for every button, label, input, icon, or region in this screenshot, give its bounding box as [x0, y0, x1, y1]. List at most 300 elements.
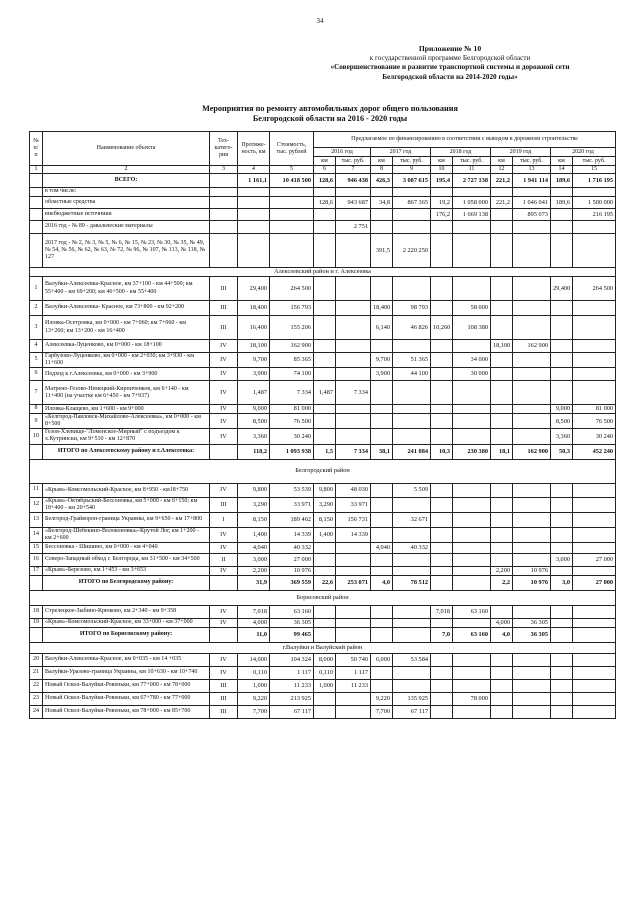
value-cell [551, 497, 573, 512]
value-cell: 1 117 [336, 666, 371, 679]
value-cell: 22,6 [314, 575, 336, 590]
value-cell [431, 575, 453, 590]
value-cell: 156 793 [270, 301, 314, 316]
value-cell: 216 195 [573, 209, 616, 221]
value-cell: 943 687 [336, 197, 371, 209]
value-cell: 40 332 [393, 542, 431, 553]
value-cell: 18,400 [238, 301, 270, 316]
value-cell: 98 793 [393, 301, 431, 316]
value-cell: 176,2 [431, 209, 453, 221]
value-cell [270, 209, 314, 221]
value-cell [371, 605, 393, 618]
section-row [30, 642, 616, 653]
column-number: 5 [270, 166, 314, 174]
value-cell [431, 553, 453, 566]
table-row [30, 340, 616, 353]
row-number [30, 575, 43, 590]
value-cell [314, 405, 336, 414]
value-cell: 11,0 [238, 627, 270, 642]
category: III [210, 301, 238, 316]
value-cell: 67 117 [270, 705, 314, 718]
value-cell: 4,040 [238, 542, 270, 553]
category: IV [210, 483, 238, 497]
value-cell [393, 666, 431, 679]
value-cell: 3,900 [238, 368, 270, 381]
category: IV [210, 605, 238, 618]
value-cell [513, 679, 551, 692]
category: III [210, 692, 238, 705]
row-number: 18 [30, 605, 43, 618]
value-cell [491, 483, 513, 497]
object-name: Стрелецкое-Зыбино-Крюково, км 2+340 - км 9+358 [43, 605, 210, 618]
value-cell [491, 692, 513, 705]
value-cell [491, 666, 513, 679]
value-cell: 128,6 [314, 197, 336, 209]
repair-table [29, 131, 616, 719]
plain-row [30, 188, 616, 197]
header-year-2018: 2018 год [431, 148, 491, 157]
header-year-2020: 2020 год [551, 148, 616, 157]
category: IV [210, 340, 238, 353]
object-name: ИТОГО по Белгородскому району: [43, 575, 210, 590]
value-cell [551, 653, 573, 666]
value-cell [314, 221, 336, 234]
value-cell [431, 429, 453, 444]
value-cell [336, 405, 371, 414]
value-cell [393, 566, 431, 575]
value-cell [393, 414, 431, 429]
value-cell: 78 000 [453, 692, 491, 705]
value-cell [491, 277, 513, 301]
value-cell [431, 653, 453, 666]
value-cell: 33 971 [270, 497, 314, 512]
value-cell [393, 405, 431, 414]
value-cell [573, 618, 616, 627]
value-cell [238, 197, 270, 209]
column-number: 13 [513, 166, 551, 174]
value-cell: 7,0 [431, 627, 453, 642]
value-cell [573, 497, 616, 512]
value-cell [314, 209, 336, 221]
row-number: 14 [30, 527, 43, 542]
value-cell [491, 605, 513, 618]
value-cell: 18,400 [371, 301, 393, 316]
value-cell [513, 692, 551, 705]
value-cell: 128,6 [314, 174, 336, 188]
category [210, 627, 238, 642]
value-cell [336, 301, 371, 316]
value-cell [431, 483, 453, 497]
value-cell: 391,5 [371, 234, 393, 268]
page-number: 34 [316, 17, 324, 25]
value-cell: 10 976 [513, 566, 551, 575]
value-cell [393, 209, 431, 221]
value-cell: 221,2 [491, 174, 513, 188]
object-name: Иловка-Осетровка, км 0+000 - км 7+060; км 7+060 - км 13+260; км 13+200 - км 16+400 [43, 316, 210, 340]
value-cell [491, 429, 513, 444]
value-cell: 189 402 [270, 512, 314, 527]
value-cell: 264 500 [573, 277, 616, 301]
value-cell: 74 100 [270, 368, 314, 381]
value-cell [314, 566, 336, 575]
value-cell [314, 618, 336, 627]
category [210, 188, 238, 197]
value-cell [336, 429, 371, 444]
value-cell [551, 188, 573, 197]
category: IV [210, 542, 238, 553]
value-cell [336, 414, 371, 429]
category: IV [210, 429, 238, 444]
value-cell [453, 188, 491, 197]
table-row [30, 316, 616, 340]
value-cell [491, 301, 513, 316]
table-row [30, 368, 616, 381]
appendix-line-2: «Совершенствование и развитие транспортной системы и дорожной сети [330, 63, 570, 71]
value-cell: 1 161,1 [238, 174, 270, 188]
value-cell: 1,400 [238, 527, 270, 542]
value-cell: 11 233 [270, 679, 314, 692]
table-header [30, 132, 616, 174]
header-year-2019: 2019 год [491, 148, 551, 157]
row-number: 8 [30, 405, 43, 414]
document-title-line-2: Белгородской области на 2016 - 2020 годы [252, 114, 408, 123]
value-cell [453, 542, 491, 553]
value-cell [491, 527, 513, 542]
header-km: км [314, 157, 336, 166]
value-cell: 36 305 [513, 627, 551, 642]
value-cell [491, 368, 513, 381]
row-number: 17 [30, 566, 43, 575]
header-no: № п/п [30, 132, 43, 166]
object-name: Иловка-Клащево, км 1+600 - км 9+000 [43, 405, 210, 414]
value-cell [314, 368, 336, 381]
value-cell [314, 627, 336, 642]
value-cell [336, 618, 371, 627]
object-name: ВСЕГО: [43, 174, 210, 188]
section-title: Белгородский район [30, 459, 616, 483]
value-cell [371, 666, 393, 679]
value-cell: 30 240 [270, 429, 314, 444]
value-cell [573, 527, 616, 542]
value-cell [431, 353, 453, 368]
row-number: 11 [30, 483, 43, 497]
value-cell: 241 084 [393, 444, 431, 459]
value-cell [513, 277, 551, 301]
value-cell: 4,000 [238, 618, 270, 627]
value-cell [393, 381, 431, 405]
value-cell [513, 221, 551, 234]
table-row [30, 618, 616, 627]
category: IV [210, 368, 238, 381]
value-cell: 135 925 [393, 692, 431, 705]
value-cell: 53 584 [393, 653, 431, 666]
value-cell [336, 368, 371, 381]
column-number-row [30, 166, 616, 174]
row-number: 3 [30, 316, 43, 340]
value-cell [270, 234, 314, 268]
value-cell [393, 679, 431, 692]
value-cell: 189,6 [551, 174, 573, 188]
value-cell: 10 976 [270, 566, 314, 575]
row-number [30, 209, 43, 221]
row-number [30, 197, 43, 209]
value-cell [573, 234, 616, 268]
object-name: «Крым»-Березово, км 1+453 - км 3+653 [43, 566, 210, 575]
category [210, 444, 238, 459]
value-cell: 58 000 [453, 301, 491, 316]
value-cell: 3,900 [371, 368, 393, 381]
value-cell [314, 692, 336, 705]
object-name: Бессоновка - Шишино, км 0+000 - км 4+040 [43, 542, 210, 553]
value-cell: 18,1 [491, 444, 513, 459]
value-cell: 213 925 [270, 692, 314, 705]
category: IV [210, 666, 238, 679]
value-cell: 63 160 [453, 605, 491, 618]
value-cell [371, 381, 393, 405]
value-cell [336, 316, 371, 340]
value-cell [491, 679, 513, 692]
value-cell [491, 221, 513, 234]
value-cell [573, 705, 616, 718]
value-cell [314, 705, 336, 718]
value-cell: 6,140 [371, 316, 393, 340]
column-number: 8 [371, 166, 393, 174]
table-row [30, 653, 616, 666]
object-name: Белгород-Грайворон-граница Украины, км 9+650 - км 17+800 [43, 512, 210, 527]
value-cell: 29,400 [551, 277, 573, 301]
row-number: 7 [30, 381, 43, 405]
value-cell [551, 209, 573, 221]
value-cell [513, 542, 551, 553]
value-cell [573, 483, 616, 497]
column-number: 11 [453, 166, 491, 174]
value-cell [431, 188, 453, 197]
object-name: «Крым»-Комсомольский-Красное, км 33+000 - км 37+000 [43, 618, 210, 627]
value-cell: 10 976 [513, 575, 551, 590]
value-cell: 3 087 615 [393, 174, 431, 188]
value-cell [371, 553, 393, 566]
value-cell [491, 497, 513, 512]
object-name: ИТОГО по Борисовскому району: [43, 627, 210, 642]
category [210, 209, 238, 221]
value-cell [270, 197, 314, 209]
value-cell [513, 653, 551, 666]
value-cell [573, 316, 616, 340]
row-number [30, 627, 43, 642]
category: IV [210, 405, 238, 414]
value-cell: 8,000 [314, 653, 336, 666]
value-cell [453, 234, 491, 268]
value-cell: 48 030 [336, 483, 371, 497]
value-cell [551, 527, 573, 542]
value-cell [393, 277, 431, 301]
value-cell: 36 305 [270, 618, 314, 627]
section-row [30, 459, 616, 483]
object-name: в том числе: [43, 188, 210, 197]
value-cell: 40 332 [270, 542, 314, 553]
value-cell: 4,0 [371, 575, 393, 590]
value-cell [371, 527, 393, 542]
object-name: Новый Оскол-Валуйки-Ровеньки, км 77+000 - км 78+000 [43, 679, 210, 692]
value-cell: 16,400 [238, 316, 270, 340]
value-cell [393, 627, 431, 642]
value-cell: 31,9 [238, 575, 270, 590]
value-cell [453, 277, 491, 301]
value-cell [551, 221, 573, 234]
value-cell [371, 277, 393, 301]
value-cell: 34,8 [371, 197, 393, 209]
header-length: Протяже-ность, км [238, 132, 270, 166]
table-row [30, 679, 616, 692]
object-name: Валуйки-Алексеевка- Красное, км 73+800 - км 92+200 [43, 301, 210, 316]
value-cell: 9,220 [238, 692, 270, 705]
value-cell: 63 160 [453, 627, 491, 642]
value-cell [573, 566, 616, 575]
value-cell [551, 692, 573, 705]
value-cell [431, 497, 453, 512]
value-cell [393, 527, 431, 542]
value-cell: 4,0 [491, 627, 513, 642]
value-cell: 44 100 [393, 368, 431, 381]
category: IV [210, 527, 238, 542]
header-rub: тыс. руб. [393, 157, 431, 166]
category: III [210, 705, 238, 718]
table-row [30, 429, 616, 444]
value-cell [336, 340, 371, 353]
value-cell [371, 679, 393, 692]
value-cell [513, 316, 551, 340]
value-cell [371, 566, 393, 575]
value-cell: 2,2 [491, 575, 513, 590]
value-cell [393, 618, 431, 627]
category [210, 575, 238, 590]
value-cell: 32 671 [393, 512, 431, 527]
value-cell [314, 353, 336, 368]
value-cell: 1,000 [238, 679, 270, 692]
value-cell [431, 234, 453, 268]
category: IV [210, 566, 238, 575]
value-cell [393, 429, 431, 444]
value-cell [513, 405, 551, 414]
object-name: «Крым»-Комсомольский-Красное, км 8+950 - км18+750 [43, 483, 210, 497]
value-cell [491, 705, 513, 718]
value-cell: 946 438 [336, 174, 371, 188]
value-cell [314, 542, 336, 553]
value-cell [491, 553, 513, 566]
value-cell: 9,000 [551, 405, 573, 414]
category: I [210, 512, 238, 527]
value-cell [371, 483, 393, 497]
object-name: Новый Оскол-Валуйки-Ровеньки, км 67+780 - км 77+000 [43, 692, 210, 705]
row-number: 19 [30, 618, 43, 627]
value-cell [393, 553, 431, 566]
value-cell [431, 301, 453, 316]
value-cell: 7,018 [238, 605, 270, 618]
value-cell [453, 512, 491, 527]
value-cell [314, 316, 336, 340]
value-cell [513, 666, 551, 679]
value-cell [270, 221, 314, 234]
value-cell [491, 381, 513, 405]
row-number: 10 [30, 429, 43, 444]
value-cell [573, 679, 616, 692]
value-cell [491, 316, 513, 340]
plain-row [30, 209, 616, 221]
table-row [30, 553, 616, 566]
appendix-header [300, 44, 600, 82]
value-cell [336, 188, 371, 197]
value-cell: 3,000 [551, 553, 573, 566]
table-row [30, 705, 616, 718]
value-cell [431, 414, 453, 429]
value-cell [270, 188, 314, 197]
value-cell [551, 512, 573, 527]
category: IV [210, 653, 238, 666]
value-cell [573, 692, 616, 705]
value-cell: 1 941 114 [513, 174, 551, 188]
value-cell [573, 653, 616, 666]
value-cell: 3,000 [238, 553, 270, 566]
table-body [30, 174, 616, 719]
value-cell: 2 727 138 [453, 174, 491, 188]
value-cell: 27 000 [270, 553, 314, 566]
object-name: Валуйки-Алексеевка-Красное, км 0+035 - км 14 +035 [43, 653, 210, 666]
value-cell [314, 234, 336, 268]
value-cell: 108 380 [453, 316, 491, 340]
object-name: «Крым»-Октябрьский-Бессоновка, км 5+000 - км 6+150; км 18+400 - км 20+540 [43, 497, 210, 512]
value-cell: 99 465 [270, 627, 314, 642]
value-cell: 1 716 195 [573, 174, 616, 188]
value-cell [491, 353, 513, 368]
value-cell [336, 209, 371, 221]
value-cell [393, 221, 431, 234]
value-cell [491, 209, 513, 221]
value-cell: 221,2 [491, 197, 513, 209]
value-cell: 452 240 [573, 444, 616, 459]
value-cell: 34 000 [453, 353, 491, 368]
value-cell [551, 353, 573, 368]
value-cell: 2 751 [336, 221, 371, 234]
value-cell [453, 340, 491, 353]
value-cell [371, 512, 393, 527]
value-cell [453, 429, 491, 444]
value-cell [238, 209, 270, 221]
value-cell [453, 653, 491, 666]
value-cell [551, 301, 573, 316]
value-cell [551, 340, 573, 353]
value-cell [551, 316, 573, 340]
object-name: Подход к г.Алексеевка, км 0+000 - км 3+900 [43, 368, 210, 381]
value-cell: 3,0 [551, 575, 573, 590]
value-cell [513, 497, 551, 512]
value-cell: 253 071 [336, 575, 371, 590]
value-cell [314, 188, 336, 197]
subtotal-row [30, 627, 616, 642]
value-cell [453, 566, 491, 575]
value-cell [453, 575, 491, 590]
value-cell: 189,6 [551, 197, 573, 209]
value-cell [314, 277, 336, 301]
category: IV [210, 381, 238, 405]
value-cell: 19,2 [431, 197, 453, 209]
category: IV [210, 353, 238, 368]
value-cell [431, 512, 453, 527]
value-cell: 9,000 [238, 405, 270, 414]
table-row [30, 497, 616, 512]
object-name: Гезов-Хлевище-"Ломенское-Мирный" с подъездом к х.Кутрински, км 9+510 - км 12+870 [43, 429, 210, 444]
value-cell [573, 381, 616, 405]
column-number: 15 [573, 166, 616, 174]
